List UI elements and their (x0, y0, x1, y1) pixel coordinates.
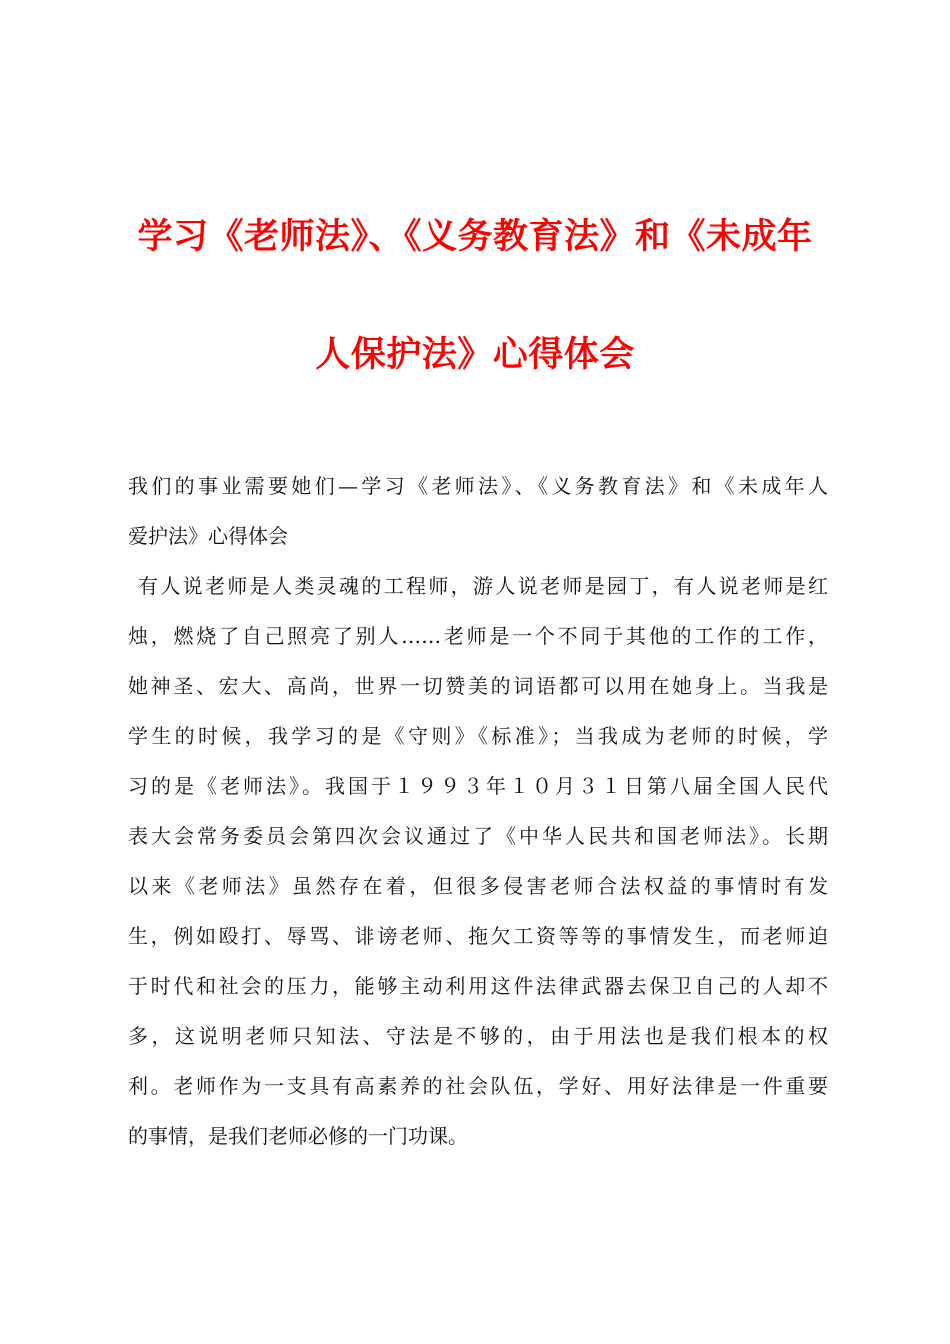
paragraph-line-1: 有人说老师是人类灵魂的工程师，游人说老师是园丁，有人说老师是红 (138, 574, 828, 598)
paragraph-line-7: 以来《老师法》虽然存在着，但很多侵害老师合法权益的事情时有发 (128, 874, 828, 898)
paragraph-line-9: 于时代和社会的压力，能够主动利用这件法律武器去保卫自己的人却不 (128, 974, 828, 998)
title-line-1: 学习《老师法》、《义务教育法》和《未成年 (137, 216, 813, 257)
paragraph-line-5: 习的是《老师法》。我国于１９９３年１０月３１日第八届全国人民代 (128, 774, 828, 798)
paragraph-line-12: 的事情，是我们老师必修的一门功课。 (128, 1124, 468, 1148)
paragraph-line-6: 表大会常务委员会第四次会议通过了《中华人民共和国老师法》。长期 (128, 824, 828, 848)
paragraph-line-8: 生，例如殴打、辱骂、诽谤老师、拖欠工资等等的事情发生，而老师迫 (128, 924, 828, 948)
document-body (128, 461, 828, 1161)
title-line-2: 人保护法》心得体会 (315, 334, 635, 375)
paragraph-line-11: 利。老师作为一支具有高素养的社会队伍，学好、用好法律是一件重要 (128, 1074, 828, 1098)
paragraph-line-3: 她神圣、宏大、高尚，世界一切赞美的词语都可以用在她身上。当我是 (128, 674, 828, 698)
paragraph-line-4: 学生的时候，我学习的是《守则》《标准》；当我成为老师的时候，学 (128, 724, 828, 748)
paragraph-line-10: 多，这说明老师只知法、守法是不够的，由于用法也是我们根本的权 (128, 1024, 828, 1048)
subtitle-line-2: 爱护法》心得体会 (128, 524, 288, 548)
subtitle-line-1: 我们的事业需要她们—学习《老师法》、《义务教育法》和《未成年人 (128, 474, 828, 498)
paragraph-line-2: 烛，燃烧了自己照亮了别人……老师是一个不同于其他的工作的工作， (128, 624, 828, 648)
